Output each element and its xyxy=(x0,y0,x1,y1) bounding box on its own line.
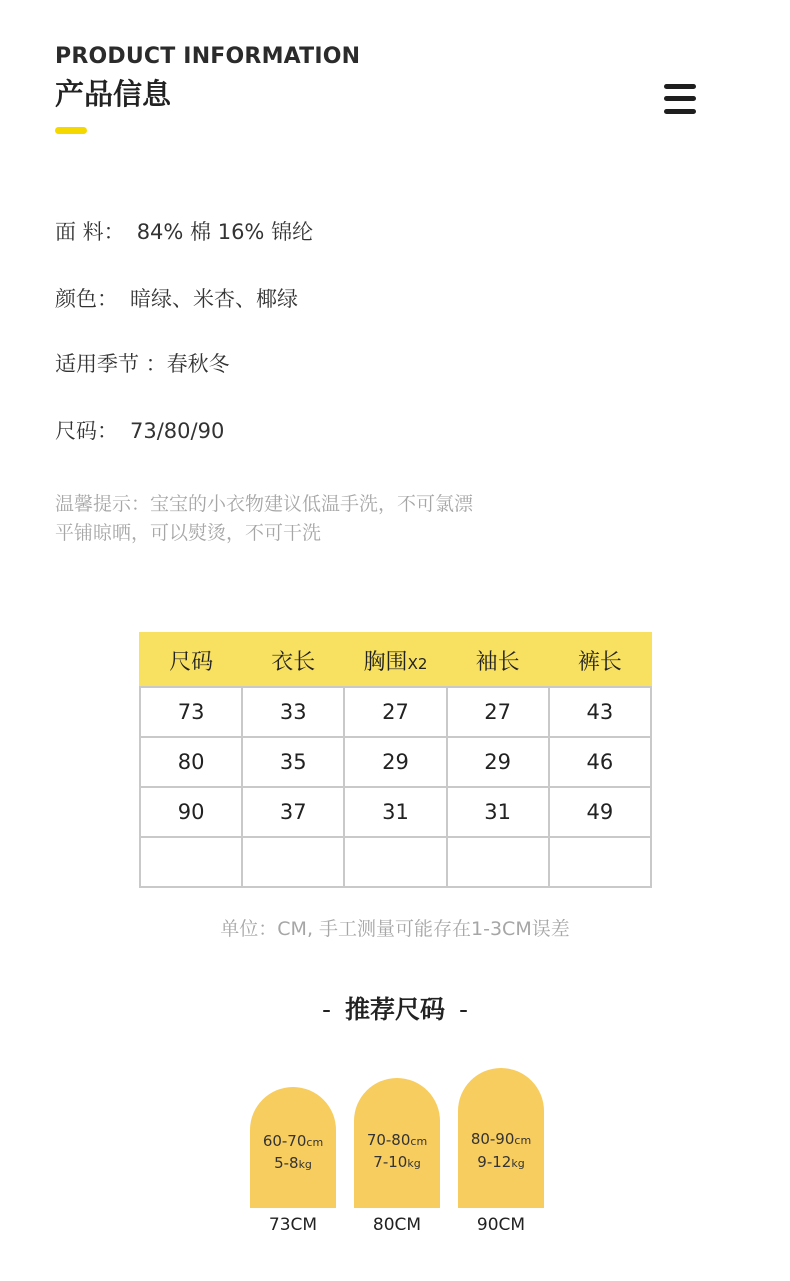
table-cell: 90 xyxy=(140,787,242,837)
header-sleeve: 袖长 xyxy=(447,633,549,687)
info-row-color xyxy=(55,283,298,313)
weight-unit: kg xyxy=(511,1157,525,1170)
size-label: 尺码： xyxy=(55,419,118,443)
header-size: 尺码 xyxy=(140,633,242,687)
table-cell: 31 xyxy=(344,787,446,837)
table-cell xyxy=(344,837,446,887)
title-english: PRODUCT INFORMATION xyxy=(55,44,361,69)
size-card-label: 90CM xyxy=(476,1215,526,1235)
card-height-range xyxy=(354,1131,440,1149)
info-row-size xyxy=(55,415,224,445)
color-label: 颜色： xyxy=(55,287,118,311)
menu-bar-bottom xyxy=(664,109,696,114)
table-cell xyxy=(447,837,549,887)
info-row-fabric xyxy=(55,216,313,246)
size-card-73 xyxy=(250,1087,336,1208)
table-row-empty xyxy=(140,837,651,887)
table-cell: 27 xyxy=(447,687,549,737)
card-height-range xyxy=(250,1132,336,1150)
table-cell xyxy=(242,837,344,887)
table-cell: 35 xyxy=(242,737,344,787)
height-unit: cm xyxy=(306,1136,324,1149)
title-accent-bar xyxy=(55,127,87,134)
recommend-section-title xyxy=(0,990,790,1026)
table-cell: 29 xyxy=(344,737,446,787)
height-value: 60-70 xyxy=(262,1132,307,1150)
card-height-range xyxy=(458,1130,544,1148)
table-cell: 29 xyxy=(447,737,549,787)
menu-bar-middle xyxy=(664,96,696,101)
header-chest xyxy=(344,633,446,687)
table-cell xyxy=(140,837,242,887)
care-tip-line-1: 温馨提示：宝宝的小衣物建议低温手洗，不可氯漂 xyxy=(55,493,474,515)
height-unit: cm xyxy=(514,1134,532,1147)
height-value: 80-90 xyxy=(470,1130,515,1148)
size-chart-table xyxy=(139,632,652,888)
fabric-label: 面 料： xyxy=(55,220,125,244)
table-row xyxy=(140,787,651,837)
table-header-row xyxy=(140,633,651,687)
title-dash-right: - xyxy=(459,995,469,1024)
title-chinese: 产品信息 xyxy=(55,77,172,111)
size-value: 73/80/90 xyxy=(130,419,225,443)
header-length: 衣长 xyxy=(242,633,344,687)
table-cell: 49 xyxy=(549,787,651,837)
size-card-90 xyxy=(458,1068,544,1208)
size-card-80 xyxy=(354,1078,440,1208)
header-chest-label: 胸围 xyxy=(363,649,408,675)
table-row xyxy=(140,737,651,787)
weight-unit: kg xyxy=(407,1157,421,1170)
title-dash-left: - xyxy=(321,995,331,1024)
weight-value: 9-12 xyxy=(477,1153,512,1171)
weight-value: 5-8 xyxy=(274,1154,299,1172)
season-value: 春秋冬 xyxy=(166,352,230,376)
card-weight-range xyxy=(354,1153,440,1171)
recommend-title-text: 推荐尺码 xyxy=(344,995,445,1024)
table-cell: 33 xyxy=(242,687,344,737)
care-tip-line-2: 平铺晾晒，可以熨烫，不可干洗 xyxy=(55,522,322,544)
header-pants: 裤长 xyxy=(549,633,651,687)
table-cell: 31 xyxy=(447,787,549,837)
card-weight-range xyxy=(458,1153,544,1171)
hamburger-menu-icon[interactable] xyxy=(664,84,696,116)
size-card-label: 73CM xyxy=(268,1215,318,1235)
fabric-value: 84% 棉 16% 锦纶 xyxy=(136,220,314,244)
header-chest-suffix: X2 xyxy=(407,654,428,673)
table-cell: 37 xyxy=(242,787,344,837)
table-cell: 43 xyxy=(549,687,651,737)
table-cell: 80 xyxy=(140,737,242,787)
measurement-unit-note: 单位：CM, 手工测量可能存在1-3CM误差 xyxy=(220,918,570,940)
height-value: 70-80 xyxy=(366,1131,411,1149)
care-tip xyxy=(55,490,473,548)
season-label: 适用季节 ： xyxy=(55,352,167,376)
weight-value: 7-10 xyxy=(373,1153,408,1171)
weight-unit: kg xyxy=(298,1158,312,1171)
info-row-season xyxy=(55,348,230,378)
table-cell: 46 xyxy=(549,737,651,787)
height-unit: cm xyxy=(410,1135,428,1148)
table-cell: 73 xyxy=(140,687,242,737)
size-card-label: 80CM xyxy=(372,1215,422,1235)
menu-bar-top xyxy=(664,84,696,89)
table-row xyxy=(140,687,651,737)
table-cell: 27 xyxy=(344,687,446,737)
color-value: 暗绿、米杏、椰绿 xyxy=(130,287,298,311)
table-cell xyxy=(549,837,651,887)
card-weight-range xyxy=(250,1154,336,1172)
